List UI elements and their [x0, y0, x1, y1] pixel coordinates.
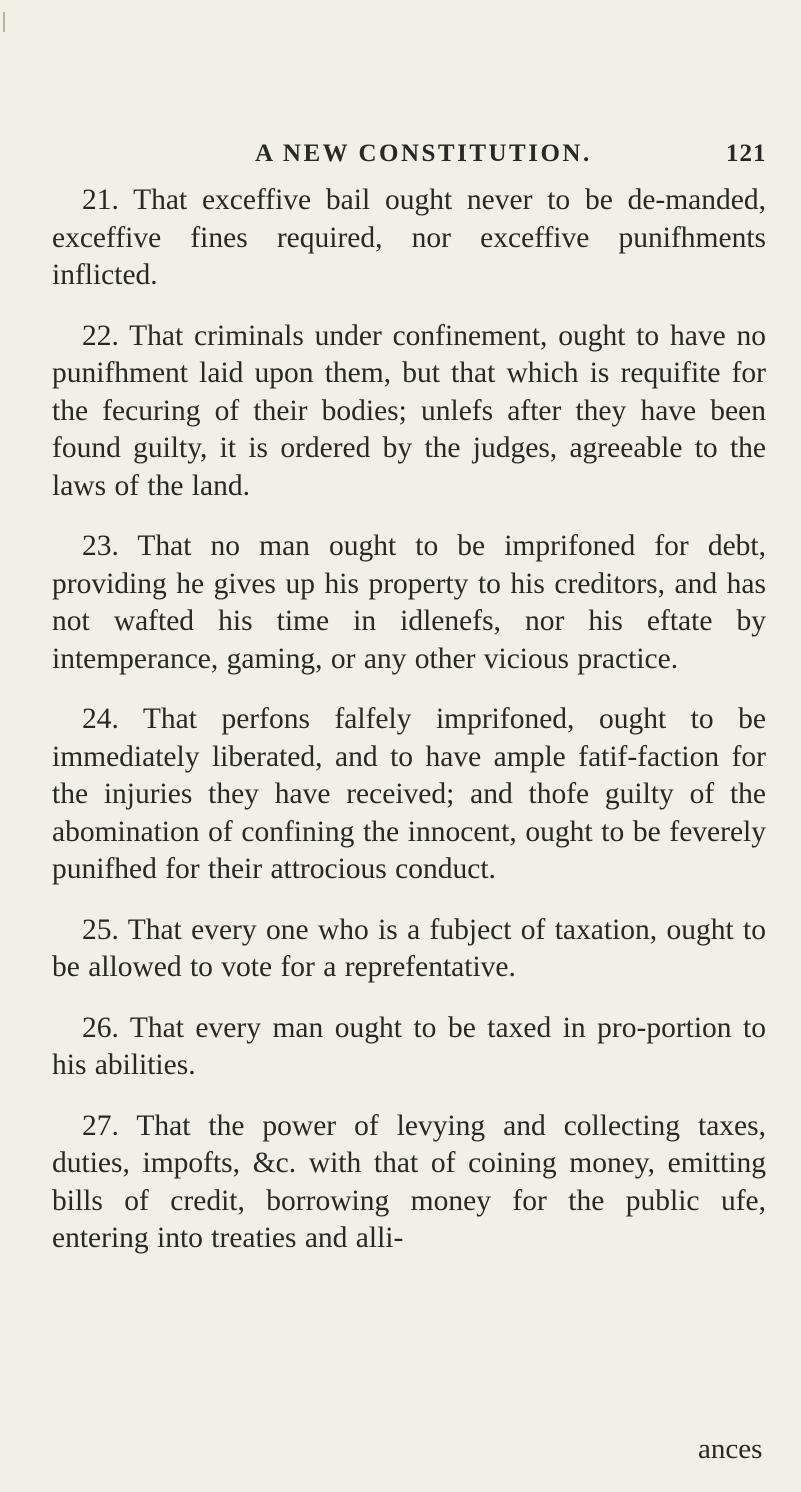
paragraph-24: 24. That perfons falfely imprifoned, ought to be immediately liberated, and to have ample fatif-faction for the injuries they have received; and thofe guilty of the abomination of confining the innocent, ought to be feverely punifhed for their attrocious conduct. — [52, 703, 766, 885]
page-number: 121 — [726, 140, 767, 167]
paragraph-25: 25. That every one who is a fubject of taxation, ought to be allowed to vote for a reprefentative. — [52, 913, 766, 983]
body-text — [52, 182, 766, 1281]
running-head — [0, 140, 801, 176]
paragraph-21: 21. That exceffive bail ought never to be de-manded, exceffive fines required, nor exceffive punifhments inflicted. — [52, 184, 766, 291]
paragraph-22: 22. That criminals under confinement, ought to have no punifhment laid upon them, but that which is requifite for the fecuring of their bodies; unlefs after they have been found guilty, it is ordered by the judges, agreeable to the laws of the land. — [52, 319, 766, 502]
paragraph-23: 23. That no man ought to be imprifoned for debt, providing he gives up his property to his creditors, and has not wafted his time in idlenefs, nor his eftate by intemperance, gaming, or any other vicious practice. — [52, 530, 766, 675]
catchword: ances — [698, 1433, 763, 1465]
paragraph-27: 27. That the power of levying and collecting taxes, duties, impofts, &c. with that of coining money, emitting bills of credit, borrowing money for the public ufe, entering into treaties and alli- — [52, 1109, 766, 1254]
page-edge-mark — [3, 12, 5, 32]
paragraph-26: 26. That every man ought to be taxed in pro-portion to his abilities. — [52, 1011, 766, 1081]
running-title: A NEW CONSTITUTION. — [255, 140, 592, 167]
